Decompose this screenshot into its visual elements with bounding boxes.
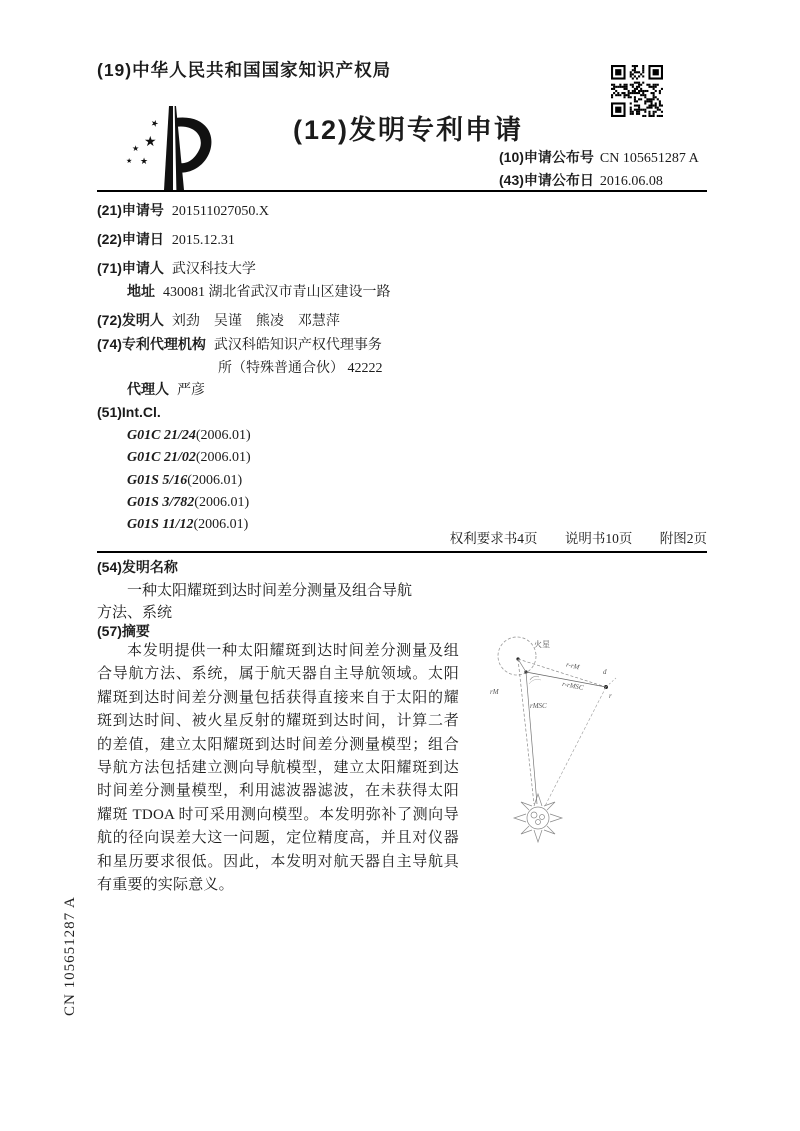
- separator-top: [97, 190, 707, 192]
- application-number-row: [97, 200, 269, 220]
- page-counts: [97, 527, 707, 547]
- figure-r-label: r: [609, 692, 612, 700]
- agency-row: [97, 334, 382, 354]
- intcl-code: G01S 11/12: [127, 517, 194, 532]
- inventors-value: 刘劲 吴谨 熊凌 邓慧萍: [171, 314, 340, 329]
- abstract-figure: [468, 626, 673, 871]
- intcl-code: G01S 3/782: [127, 495, 195, 510]
- publication-number-label: (10)申请公布号: [499, 149, 594, 165]
- figure-r-minus-rmsc-label: r-rMSC: [561, 680, 585, 692]
- inventors-row: [97, 310, 340, 330]
- intcl-code-row: [127, 428, 251, 444]
- publication-date-label: (43)申请公布日: [499, 172, 594, 188]
- intcl-year: (2006.01): [195, 450, 251, 465]
- intcl-year: (2006.01): [187, 473, 243, 488]
- intcl-code-row: [127, 495, 249, 511]
- applicant-label: (71)申请人: [97, 260, 164, 276]
- intcl-label: (51)Int.Cl.: [97, 404, 161, 420]
- svg-text:★: ★: [132, 144, 140, 153]
- agency-row-line2: [218, 357, 383, 377]
- intcl-code: G01S 5/16: [127, 473, 188, 488]
- patent-office-title: (19)中华人民共和国国家知识产权局: [97, 60, 392, 80]
- invention-title-label: (54)发明名称: [97, 559, 178, 575]
- intcl-code: G01C 21/02: [127, 450, 196, 465]
- publication-number-row: [499, 147, 699, 167]
- address-row: [127, 281, 391, 301]
- address-value: 430081 湖北省武汉市青山区建设一路: [163, 285, 391, 300]
- publication-date-value: 2016.06.08: [599, 174, 663, 189]
- svg-text:★: ★: [140, 156, 149, 166]
- intcl-code: G01C 21/24: [127, 428, 196, 443]
- figure-rm-label: rM: [490, 688, 499, 696]
- inventors-label: (72)发明人: [97, 312, 164, 328]
- application-number-value: 201511027050.X: [171, 204, 269, 219]
- agent-row: [127, 379, 205, 399]
- applicant-value: 武汉科技大学: [171, 262, 256, 277]
- sun-glyph: [514, 794, 562, 842]
- abstract-label: (57)摘要: [97, 623, 150, 639]
- qr-code: [611, 65, 663, 117]
- address-label: 地址: [127, 283, 155, 299]
- publication-number-value: CN 105651287 A: [599, 151, 699, 166]
- intcl-year: (2006.01): [193, 517, 249, 532]
- svg-text:★: ★: [144, 135, 157, 150]
- side-publication-code: CN 105651287 A: [62, 896, 78, 1016]
- figure-alpha-label: d: [603, 668, 607, 676]
- drawings-pages: 附图2页: [659, 531, 707, 546]
- intcl-year: (2006.01): [194, 495, 250, 510]
- agent-label: 代理人: [127, 381, 169, 397]
- intcl-year: (2006.01): [195, 428, 251, 443]
- abstract-header: [97, 621, 158, 641]
- figure-mars-label: 火星: [534, 640, 550, 649]
- claims-pages: 权利要求书4页: [449, 531, 538, 546]
- abstract-text: 本发明提供一种太阳耀斑到达时间差分测量及组合导航方法、系统，属于航天器自主导航领域。太阳耀斑到达时间差分测量包括获得直接来自于太阳的耀斑到达时间、被火星反射的耀斑到达时间，计算二者的差值，建立太阳耀斑到达时间差分测量模型；组合导航方法包括建立测向导航模型，建立太阳耀斑到达时间差分测量模型，利用滤波器滤波，在未获得太阳耀斑 TDOA 时可采用测向模型。本发明弥补了测向导航的径向误差大这一问题，定位精度高，并且对仪器和星历要求很低。因此，本发明对航天器自主导航具有重要的实际意义。: [97, 643, 459, 894]
- agency-value-line2: 所（特殊普通合伙） 42222: [218, 361, 383, 376]
- document-type-title: (12)发明专利申请: [293, 115, 524, 145]
- intcl-code-row: [127, 473, 242, 489]
- invention-title-line1: 一种太阳耀斑到达时间差分测量及组合导航: [127, 583, 413, 599]
- separator-middle: [97, 551, 707, 553]
- publication-date-row: [499, 170, 663, 190]
- agency-label: (74)专利代理机构: [97, 336, 206, 352]
- application-date-label: (22)申请日: [97, 231, 164, 247]
- intcl-row: [97, 404, 169, 422]
- intcl-code-row: [127, 450, 251, 466]
- svg-text:★: ★: [126, 157, 133, 165]
- application-date-row: [97, 229, 235, 249]
- description-pages: 说明书10页: [564, 531, 633, 546]
- applicant-row: [97, 258, 256, 278]
- application-date-value: 2015.12.31: [171, 233, 235, 248]
- figure-r-minus-rm-label: r-rM: [565, 660, 581, 672]
- agency-value-line1: 武汉科皓知识产权代理事务: [213, 338, 382, 353]
- invention-title-line2: 方法、系统: [97, 605, 173, 621]
- figure-rmsc-label: rMSC: [530, 702, 547, 710]
- application-number-label: (21)申请号: [97, 202, 164, 218]
- svg-text:★: ★: [149, 117, 161, 130]
- agent-value: 严彦: [177, 383, 205, 398]
- invention-title-header: [97, 557, 186, 577]
- cnipa-logo: [123, 106, 218, 190]
